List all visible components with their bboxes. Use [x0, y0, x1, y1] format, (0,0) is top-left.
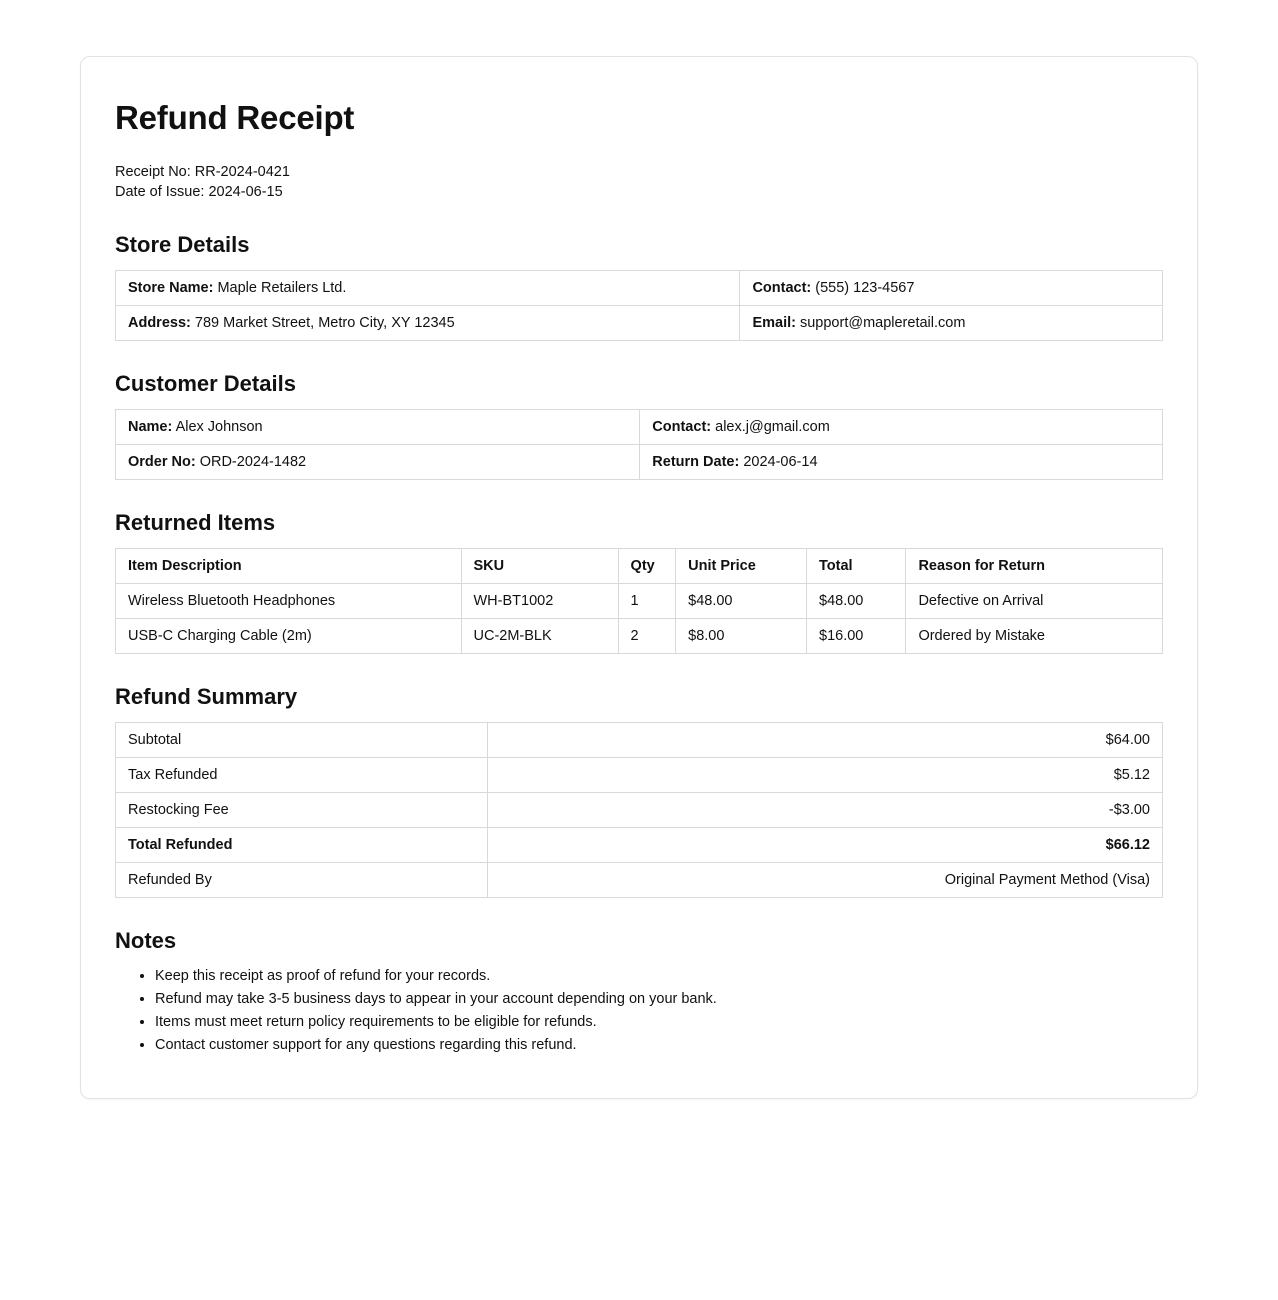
customer-contact-label: Contact:	[652, 419, 712, 436]
summary-value: -$3.00	[487, 793, 1162, 828]
notes-heading: Notes	[115, 928, 177, 954]
table-row	[116, 793, 1163, 828]
return-date-label: Return Date:	[652, 454, 740, 471]
refund-receipt-card	[80, 56, 1198, 1099]
customer-contact-cell	[640, 410, 1163, 445]
table-header-row	[116, 549, 1163, 584]
summary-value-total: $66.12	[487, 828, 1162, 863]
summary-value: $5.12	[487, 758, 1162, 793]
table-row	[116, 758, 1163, 793]
store-address-value: 789 Market Street, Metro City, XY 12345	[194, 315, 455, 332]
store-email-label: Email:	[752, 315, 796, 332]
table-row	[116, 863, 1163, 898]
customer-contact-value: alex.j@gmail.com	[715, 419, 830, 436]
notes-list	[115, 966, 1163, 1056]
summary-value: Original Payment Method (Visa)	[487, 863, 1162, 898]
customer-order-cell	[116, 445, 640, 480]
summary-value: $64.00	[487, 723, 1162, 758]
store-address-label: Address:	[128, 315, 191, 332]
table-row-total	[116, 828, 1163, 863]
table-row	[116, 271, 1163, 306]
item-total: $48.00	[807, 584, 906, 619]
store-contact-value: (555) 123-4567	[815, 280, 915, 297]
item-unit-price: $48.00	[676, 584, 807, 619]
customer-details-heading: Customer Details	[115, 371, 296, 397]
customer-name-label: Name:	[128, 419, 173, 436]
table-row	[116, 584, 1163, 619]
store-contact-label: Contact:	[752, 280, 812, 297]
table-row	[116, 410, 1163, 445]
column-header-reason: Reason for Return	[906, 549, 1163, 584]
store-details-table	[115, 270, 1163, 341]
summary-label: Tax Refunded	[116, 758, 488, 793]
returned-items-heading: Returned Items	[115, 510, 276, 536]
refund-summary-table	[115, 722, 1163, 898]
item-qty: 2	[618, 619, 676, 654]
list-item: • Keep this receipt as proof of refund for your records.	[155, 966, 1163, 987]
item-description: Wireless Bluetooth Headphones	[116, 584, 462, 619]
list-item: • Items must meet return policy requirements to be eligible for refunds.	[155, 1012, 1163, 1033]
table-row	[116, 619, 1163, 654]
returned-items-table	[115, 548, 1163, 654]
order-no-label: Order No:	[128, 454, 196, 471]
item-description: USB-C Charging Cable (2m)	[116, 619, 462, 654]
item-unit-price: $8.00	[676, 619, 807, 654]
summary-label: Refunded By	[116, 863, 488, 898]
return-date-value: 2024-06-14	[743, 454, 818, 471]
table-row	[116, 723, 1163, 758]
receipt-number: Receipt No: RR-2024-0421	[115, 163, 290, 180]
summary-label: Subtotal	[116, 723, 488, 758]
column-header-unit-price: Unit Price	[676, 549, 807, 584]
summary-label-total: Total Refunded	[116, 828, 488, 863]
table-row	[116, 306, 1163, 341]
item-sku: UC-2M-BLK	[461, 619, 618, 654]
item-reason: Defective on Arrival	[906, 584, 1163, 619]
item-total: $16.00	[807, 619, 906, 654]
store-details-heading: Store Details	[115, 232, 250, 258]
store-email-cell	[740, 306, 1163, 341]
store-address-cell	[116, 306, 740, 341]
list-item: • Refund may take 3-5 business days to appear in your account depending on your bank.	[155, 989, 1163, 1010]
column-header-item-description: Item Description	[116, 549, 462, 584]
store-email-value: support@mapleretail.com	[799, 315, 966, 332]
store-name-label: Store Name:	[128, 280, 214, 297]
table-row	[116, 445, 1163, 480]
store-name-cell	[116, 271, 740, 306]
list-item: • Contact customer support for any questions regarding this refund.	[155, 1035, 1163, 1056]
column-header-qty: Qty	[618, 549, 676, 584]
item-sku: WH-BT1002	[461, 584, 618, 619]
item-qty: 1	[618, 584, 676, 619]
refund-summary-heading: Refund Summary	[115, 684, 298, 710]
page-title: Refund Receipt	[115, 99, 355, 136]
customer-name-value: Alex Johnson	[175, 419, 263, 436]
column-header-sku: SKU	[461, 549, 618, 584]
order-no-value: ORD-2024-1482	[199, 454, 307, 471]
summary-label: Restocking Fee	[116, 793, 488, 828]
store-name-value: Maple Retailers Ltd.	[217, 280, 347, 297]
customer-details-table	[115, 409, 1163, 480]
date-of-issue: Date of Issue: 2024-06-15	[115, 183, 283, 200]
item-reason: Ordered by Mistake	[906, 619, 1163, 654]
column-header-total: Total	[807, 549, 906, 584]
customer-name-cell	[116, 410, 640, 445]
store-contact-cell	[740, 271, 1163, 306]
customer-return-date-cell	[640, 445, 1163, 480]
